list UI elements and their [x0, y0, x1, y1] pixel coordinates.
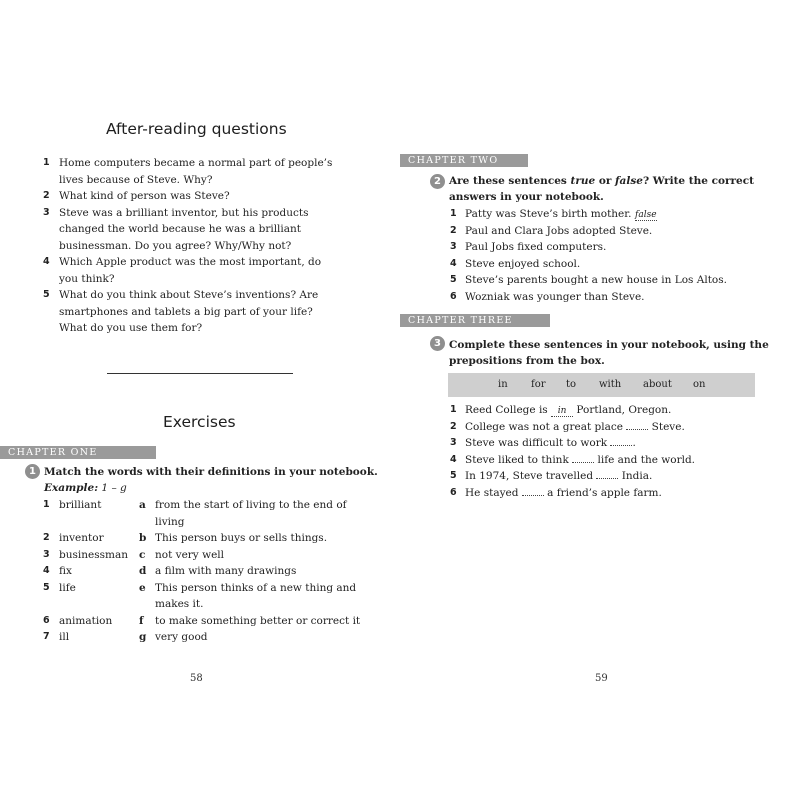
- example-value: 1 – g: [101, 482, 127, 494]
- definition-cell: from the start of living to the end of living: [155, 499, 347, 528]
- item-number: 6: [450, 486, 457, 498]
- sentence-text: Portland, Oregon.: [573, 404, 672, 416]
- list-item: [450, 419, 770, 436]
- table-row: [43, 580, 373, 613]
- definition-cell: to make something better or correct it: [155, 614, 361, 627]
- definition-cell: a film with many drawings: [155, 565, 297, 577]
- exercise-instruction: Match the words with their definitions in your notebook.: [44, 466, 378, 478]
- box-word: about: [643, 379, 672, 390]
- box-word: with: [599, 379, 622, 390]
- sentence-text: Patty was Steve’s birth mother.: [465, 208, 632, 220]
- definition-cell: very good: [155, 631, 208, 643]
- list-item: [450, 223, 770, 240]
- matching-table: [43, 497, 373, 646]
- word-cell: fix: [59, 565, 72, 577]
- table-row: [43, 530, 373, 547]
- table-row: [43, 629, 373, 646]
- letter-cell: f: [139, 614, 144, 627]
- answer-blank: [522, 495, 544, 496]
- item-number: 1: [450, 404, 457, 415]
- list-item: [450, 272, 770, 289]
- sentence-text: .: [632, 437, 636, 449]
- table-row: [43, 497, 373, 530]
- instruction-text: or: [595, 175, 616, 187]
- chapter-three-bar: CHAPTER THREE: [400, 314, 550, 327]
- list-item: [43, 287, 343, 337]
- exercise-instruction: Complete these sentences in your notebook, using the prepositions from the box.: [449, 339, 769, 367]
- page-number-left: 58: [190, 673, 203, 684]
- letter-cell: c: [139, 548, 146, 561]
- instruction-false: false: [615, 175, 643, 187]
- word-cell: life: [59, 581, 76, 594]
- box-word: in: [498, 379, 508, 390]
- item-number: 3: [450, 437, 457, 448]
- letter-cell: g: [139, 631, 147, 643]
- letter-cell: e: [139, 581, 146, 594]
- item-number: 6: [450, 290, 457, 302]
- list-item: [450, 452, 770, 469]
- instruction-true: true: [570, 175, 596, 187]
- letter-cell: a: [139, 499, 146, 511]
- exercise-number-badge: 1: [25, 464, 40, 479]
- item-number: 5: [450, 274, 457, 285]
- question-text: Steve was a brilliant inventor, but his products changed the world because he was a brilliant businessman. Do you agree? Why/Why not?: [59, 206, 309, 252]
- list-item: [450, 435, 770, 452]
- question-text: Home computers became a normal part of people’s lives because of Steve. Why?: [59, 157, 333, 186]
- sentence-text: Wozniak was younger than Steve.: [465, 290, 645, 303]
- fill-in-list: [450, 402, 770, 501]
- item-number: 3: [43, 206, 50, 218]
- instruction-text: ? Write the correct answers in your notebook.: [449, 175, 754, 203]
- item-number: 3: [43, 548, 50, 560]
- box-word: on: [693, 379, 706, 390]
- item-number: 1: [43, 499, 50, 510]
- answer-blank: [626, 429, 648, 430]
- list-item: [43, 155, 343, 188]
- definition-cell: This person thinks of a new thing and makes it.: [155, 581, 357, 610]
- answer-blank: [572, 462, 594, 463]
- exercises-title: Exercises: [163, 413, 236, 431]
- item-number: 5: [450, 470, 457, 481]
- exercise-number-badge: 2: [430, 174, 445, 189]
- item-number: 1: [43, 157, 50, 168]
- table-row: [43, 613, 373, 630]
- word-cell: animation: [59, 614, 113, 627]
- exercise-number-badge: 3: [430, 336, 445, 351]
- sentence-text: Paul and Clara Jobs adopted Steve.: [465, 224, 653, 237]
- list-item: [450, 468, 770, 485]
- letter-cell: b: [139, 532, 147, 544]
- item-number: 1: [450, 208, 457, 219]
- box-word: to: [566, 379, 577, 390]
- sentence-text: Steve liked to think: [465, 453, 573, 466]
- item-number: 6: [43, 614, 50, 626]
- list-item: [43, 188, 343, 205]
- table-row: [43, 563, 373, 580]
- item-number: 5: [43, 581, 50, 593]
- sentence-text: Steve’s parents bought a new house in Los Altos.: [465, 274, 727, 286]
- page-number-right: 59: [595, 673, 608, 684]
- word-cell: ill: [59, 631, 70, 643]
- list-item: [450, 256, 770, 273]
- table-row: [43, 547, 373, 564]
- letter-cell: d: [139, 565, 147, 577]
- item-number: 4: [450, 257, 457, 269]
- list-item: [43, 254, 343, 287]
- chapter-two-bar: CHAPTER TWO: [400, 154, 528, 167]
- list-item: [450, 206, 770, 223]
- answer-blank: [610, 445, 632, 446]
- list-item: [450, 239, 770, 256]
- preposition-box: [448, 373, 755, 397]
- list-item: [450, 289, 770, 306]
- list-item: [43, 205, 343, 255]
- item-number: 4: [43, 565, 50, 576]
- item-number: 5: [43, 289, 50, 300]
- question-text: Which Apple product was the most important, do you think?: [59, 256, 322, 285]
- definition-cell: not very well: [155, 548, 224, 561]
- instruction-text: Are these sentences: [449, 175, 571, 187]
- item-number: 4: [43, 256, 50, 267]
- chapter-one-bar: CHAPTER ONE: [0, 446, 156, 459]
- question-list: [43, 155, 343, 337]
- list-item: [450, 402, 770, 419]
- sentence-text: Steve was difficult to work: [465, 437, 611, 449]
- box-word: for: [531, 379, 546, 390]
- item-number: 2: [43, 532, 50, 543]
- item-number: 7: [43, 631, 50, 642]
- item-number: 3: [450, 241, 457, 252]
- word-cell: businessman: [59, 548, 128, 561]
- exercise-instruction: [449, 173, 769, 205]
- item-number: 2: [43, 190, 50, 201]
- word-cell: inventor: [59, 532, 104, 544]
- answer-blank: in: [551, 406, 573, 417]
- sentence-text: Paul Jobs fixed computers.: [465, 241, 607, 253]
- sentence-text: He stayed: [465, 486, 522, 499]
- sentence-text: College was not a great place: [465, 420, 627, 433]
- item-number: 2: [450, 420, 457, 432]
- answer-blank: [596, 478, 618, 479]
- word-cell: brilliant: [59, 499, 102, 511]
- sentence-text: life and the world.: [594, 453, 696, 466]
- example-label: Example:: [44, 482, 99, 494]
- answer-blank: false: [635, 210, 657, 220]
- definition-cell: This person buys or sells things.: [155, 532, 328, 544]
- sentence-text: In 1974, Steve travelled: [465, 470, 597, 482]
- question-text: What kind of person was Steve?: [59, 190, 230, 202]
- item-number: 2: [450, 224, 457, 236]
- sentence-text: Reed College is: [465, 404, 552, 416]
- sentence-text: Steve enjoyed school.: [465, 257, 581, 270]
- sentence-text: Steve.: [648, 420, 685, 433]
- after-reading-title: After-reading questions: [106, 120, 287, 138]
- true-false-list: [450, 206, 770, 305]
- example-line: [44, 482, 127, 494]
- item-number: 4: [450, 453, 457, 465]
- section-divider: [107, 373, 293, 374]
- sentence-text: India.: [618, 470, 653, 482]
- list-item: [450, 485, 770, 502]
- sentence-text: a friend’s apple farm.: [543, 486, 662, 499]
- question-text: What do you think about Steve’s inventions? Are smartphones and tablets a big part of your life? What do you use them for?: [59, 289, 319, 334]
